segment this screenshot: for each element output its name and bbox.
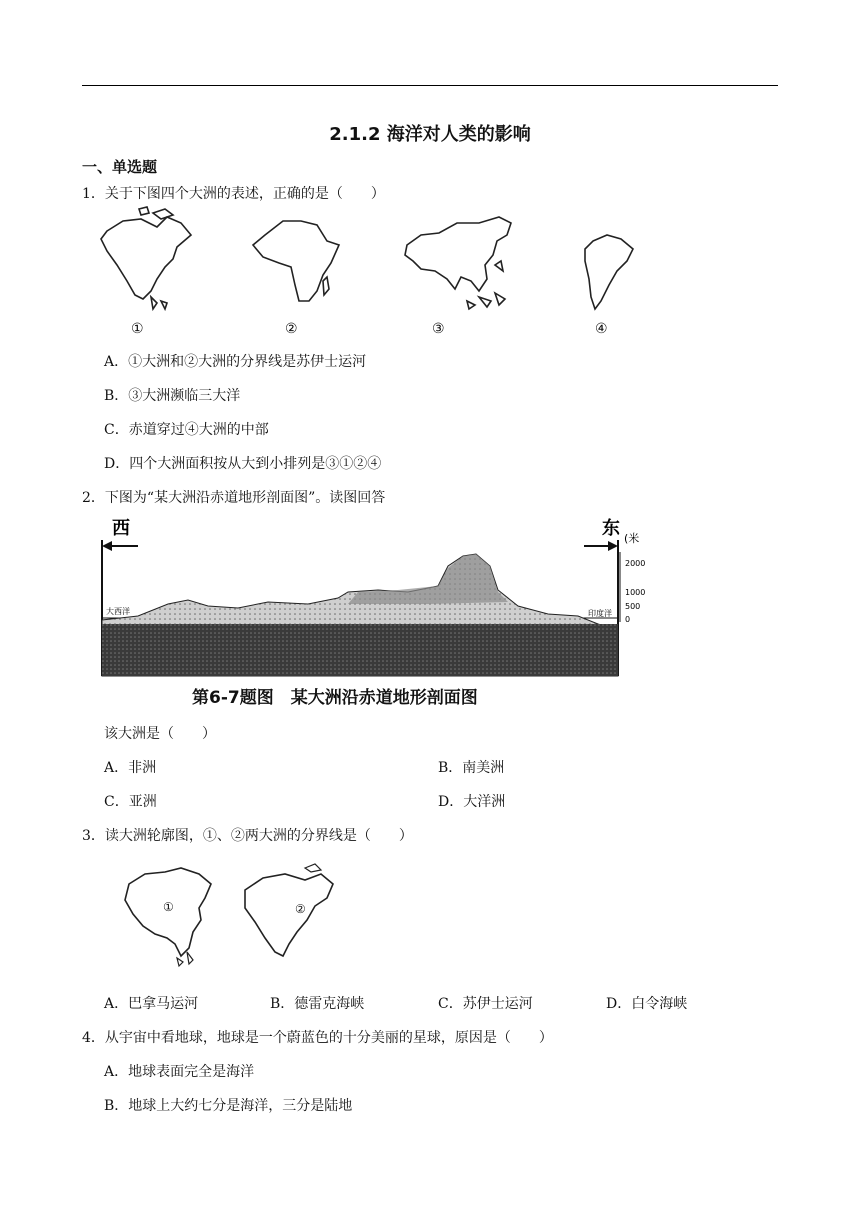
question-3-continent-maps xyxy=(115,860,355,970)
q2-option-a[interactable] xyxy=(104,758,156,778)
option-letter: D． xyxy=(104,456,130,472)
q3-option-c[interactable] xyxy=(438,994,533,1014)
question-2-sub: 该大洲是（ ） xyxy=(104,726,216,742)
option-letter: B． xyxy=(438,760,463,776)
terrain-profile-figure xyxy=(98,512,658,682)
q3-option-a[interactable] xyxy=(104,994,198,1014)
option-text: 苏伊士运河 xyxy=(462,996,533,1012)
south-america-map xyxy=(585,235,633,309)
q1-option-d[interactable] xyxy=(104,454,381,474)
option-text: 地球上大约七分是海洋，三分是陆地 xyxy=(128,1098,353,1114)
map-label-1: ① xyxy=(131,321,144,337)
north-america-map xyxy=(101,217,191,299)
option-letter: C． xyxy=(104,422,129,438)
madagascar-map xyxy=(323,277,329,295)
q2-option-d[interactable] xyxy=(438,792,505,812)
q1-option-b[interactable] xyxy=(104,386,240,406)
option-text: 大洋洲 xyxy=(463,794,506,810)
q1-option-a[interactable] xyxy=(104,352,366,372)
africa-map xyxy=(253,221,339,301)
asia-map xyxy=(405,217,511,291)
option-letter: A． xyxy=(104,760,129,776)
q3-map-label-2: ② xyxy=(295,902,306,916)
option-letter: D． xyxy=(606,996,632,1012)
header-rule xyxy=(82,85,778,86)
option-letter: A． xyxy=(104,996,129,1012)
option-letter: C． xyxy=(438,996,463,1012)
q4-option-a[interactable] xyxy=(104,1062,254,1082)
option-letter: A． xyxy=(104,1064,129,1080)
option-text: 赤道穿过④大洲的中部 xyxy=(128,422,269,438)
q3-option-d[interactable] xyxy=(606,994,687,1014)
crust-base xyxy=(102,624,618,676)
option-letter: A． xyxy=(104,354,129,370)
page-title: 2.1.2 海洋对人类的影响 xyxy=(329,124,531,145)
option-text: ①大洲和②大洲的分界线是苏伊士运河 xyxy=(128,354,367,370)
option-text: 亚洲 xyxy=(128,794,157,810)
question-1-continent-maps xyxy=(95,205,655,325)
option-text: ③大洲濒临三大洋 xyxy=(128,388,241,404)
option-text: 南美洲 xyxy=(462,760,505,776)
tick-1000: 1000 xyxy=(625,588,646,597)
map-label-3: ③ xyxy=(432,321,445,337)
question-2-stem: 2．下图为“某大洲沿赤道地形剖面图”。读图回答 xyxy=(82,490,386,506)
q4-option-b[interactable] xyxy=(104,1096,352,1116)
tick-2000: 2000 xyxy=(625,559,646,568)
q3-option-b[interactable] xyxy=(270,994,364,1014)
tick-0: 0 xyxy=(625,615,631,624)
q3-map-label-1: ① xyxy=(163,900,174,914)
question-3-stem: 3．读大洲轮廓图，①、②两大洲的分界线是（ ） xyxy=(82,828,413,844)
section-heading: 一、单选题 xyxy=(82,158,158,176)
q1-option-c[interactable] xyxy=(104,420,269,440)
left-ocean-label: 大西洋 xyxy=(106,607,130,616)
east-label: 东 xyxy=(602,518,620,539)
option-text: 德雷克海峡 xyxy=(294,996,365,1012)
option-text: 四个大洲面积按从大到小排列是③①②④ xyxy=(129,456,382,472)
option-letter: C． xyxy=(104,794,129,810)
option-letter: B． xyxy=(104,1098,129,1114)
option-letter: D． xyxy=(438,794,464,810)
map-label-2: ② xyxy=(285,321,298,337)
option-letter: B． xyxy=(270,996,295,1012)
q2-option-c[interactable] xyxy=(104,792,157,812)
option-letter: B． xyxy=(104,388,129,404)
q2-option-b[interactable] xyxy=(438,758,504,778)
option-text: 白令海峡 xyxy=(631,996,688,1012)
north-america-map xyxy=(245,874,333,956)
highland-band xyxy=(348,554,508,604)
right-ocean-label: 印度洋 xyxy=(588,609,612,618)
map-label-4: ④ xyxy=(595,321,608,337)
tick-500: 500 xyxy=(625,602,641,611)
option-text: 非洲 xyxy=(128,760,157,776)
option-text: 巴拿马运河 xyxy=(128,996,199,1012)
question-1-stem: 1．关于下图四个大洲的表述，正确的是（ ） xyxy=(82,186,385,202)
figure-caption: 第6-7题图 某大洲沿赤道地形剖面图 xyxy=(192,688,478,708)
question-4-stem: 4．从宇宙中看地球，地球是一个蔚蓝色的十分美丽的星球，原因是（ ） xyxy=(82,1030,553,1046)
west-label: 西 xyxy=(112,518,130,539)
unit-label: (米 xyxy=(624,532,640,545)
option-text: 地球表面完全是海洋 xyxy=(128,1064,255,1080)
